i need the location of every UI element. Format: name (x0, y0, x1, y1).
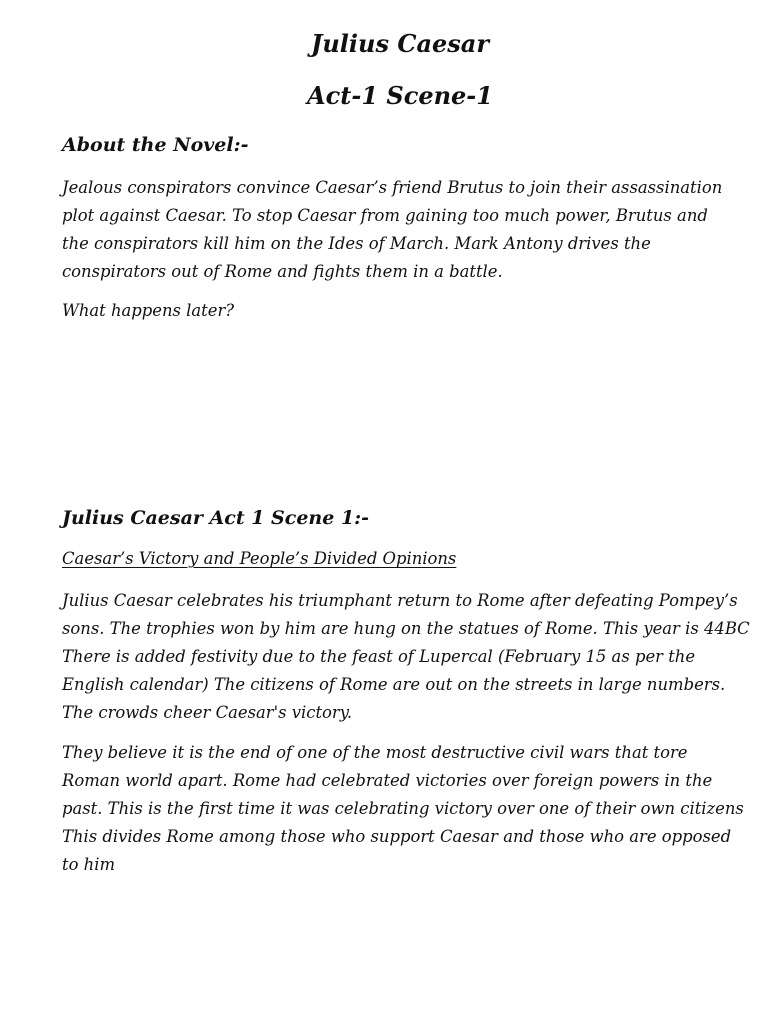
about-line: Jealous conspirators convince Caesar’s friend Brutus to join their assassination (62, 178, 723, 197)
scene-paragraph-2 (62, 739, 752, 879)
scene-line: past. This is the first time it was celebrating victory over one of their own citizens (62, 799, 744, 818)
about-line: plot against Caesar. To stop Caesar from gaining too much power, Brutus and (62, 206, 708, 225)
scene-subheading: Caesar’s Victory and People’s Divided Opinions (62, 549, 457, 568)
question-text: What happens later? (62, 301, 235, 320)
about-heading: About the Novel:- (62, 134, 249, 156)
scene-paragraph-1 (62, 587, 752, 727)
scene-line: to him (62, 855, 116, 874)
scene-line: English calendar) The citizens of Rome are out on the streets in large numbers. (62, 675, 726, 694)
document-subtitle: Act-1 Scene-1 (307, 81, 493, 110)
document-title: Julius Caesar (311, 29, 489, 58)
scene-line: This divides Rome among those who support Caesar and those who are opposed (62, 827, 732, 846)
scene-line: sons. The trophies won by him are hung on the statues of Rome. This year is 44BC (62, 619, 750, 638)
scene-line: There is added festivity due to the feast of Lupercal (February 15 as per the (62, 647, 696, 666)
about-line: the conspirators kill him on the Ides of March. Mark Antony drives the (62, 234, 651, 253)
about-line: conspirators out of Rome and fights them in a battle. (62, 262, 503, 281)
scene-line: Roman world apart. Rome had celebrated victories over foreign powers in the (62, 771, 713, 790)
about-paragraph (62, 174, 752, 286)
scene-line: They believe it is the end of one of the most destructive civil wars that tore (62, 743, 688, 762)
scene-line: The crowds cheer Caesar's victory. (62, 703, 353, 722)
scene-line: Julius Caesar celebrates his triumphant return to Rome after defeating Pompey’s (62, 591, 738, 610)
scene-heading: Julius Caesar Act 1 Scene 1:- (62, 507, 370, 529)
